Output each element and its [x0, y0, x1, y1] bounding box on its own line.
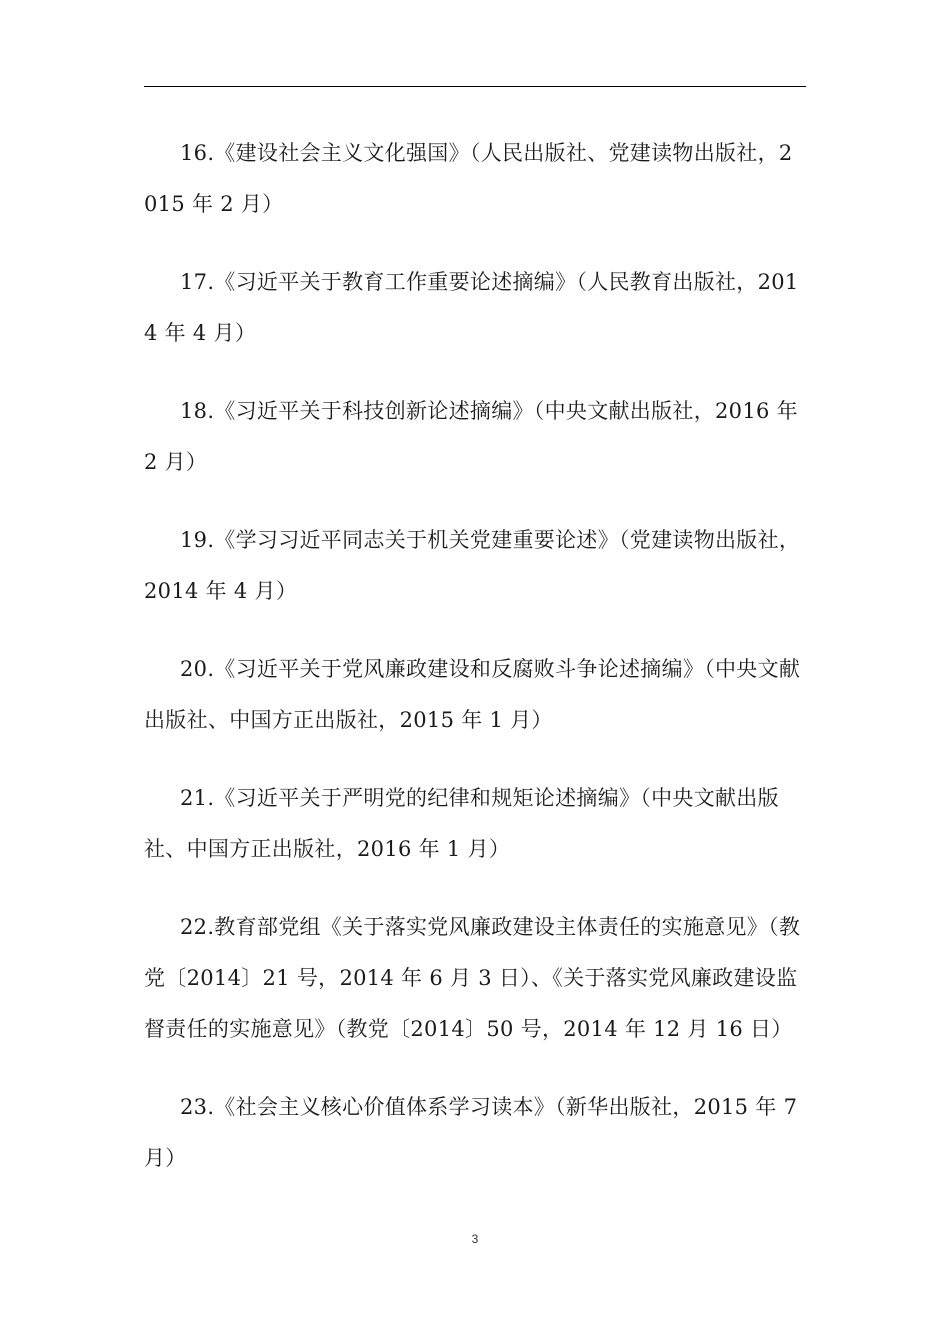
- reference-entry-20: 20.《习近平关于党风廉政建设和反腐败斗争论述摘编》（中央文献出版社、中国方正出版社，2015 年 1 月）: [144, 657, 801, 732]
- page-number: 3: [471, 1232, 479, 1246]
- reference-entry-22: 22.教育部党组《关于落实党风廉政建设主体责任的实施意见》（教党〔2014〕21 号，2014 年 6 月 3 日）、《关于落实党风廉政建设监督责任的实施意见》（教党〔2014〕50 号，2014 年 12 月 16 日）: [144, 915, 801, 1041]
- reference-list: [144, 128, 806, 1211]
- header-rule: [144, 86, 806, 87]
- reference-entry-21: 21.《习近平关于严明党的纪律和规矩论述摘编》（中央文献出版社、中国方正出版社，2016 年 1 月）: [144, 786, 779, 861]
- reference-entry-23: 23.《社会主义核心价值体系学习读本》（新华出版社，2015 年 7 月）: [144, 1095, 798, 1170]
- reference-entry-18: 18.《习近平关于科技创新论述摘编》（中央文献出版社，2016 年 2 月）: [144, 399, 798, 474]
- reference-entry-17: 17.《习近平关于教育工作重要论述摘编》（人民教育出版社，2014 年 4 月）: [144, 270, 799, 345]
- reference-entry-16: 16.《建设社会主义文化强国》（人民出版社、党建读物出版社，2015 年 2 月）: [144, 141, 793, 216]
- reference-entry-19: 19.《学习习近平同志关于机关党建重要论述》（党建读物出版社，2014 年 4 月）: [144, 528, 801, 603]
